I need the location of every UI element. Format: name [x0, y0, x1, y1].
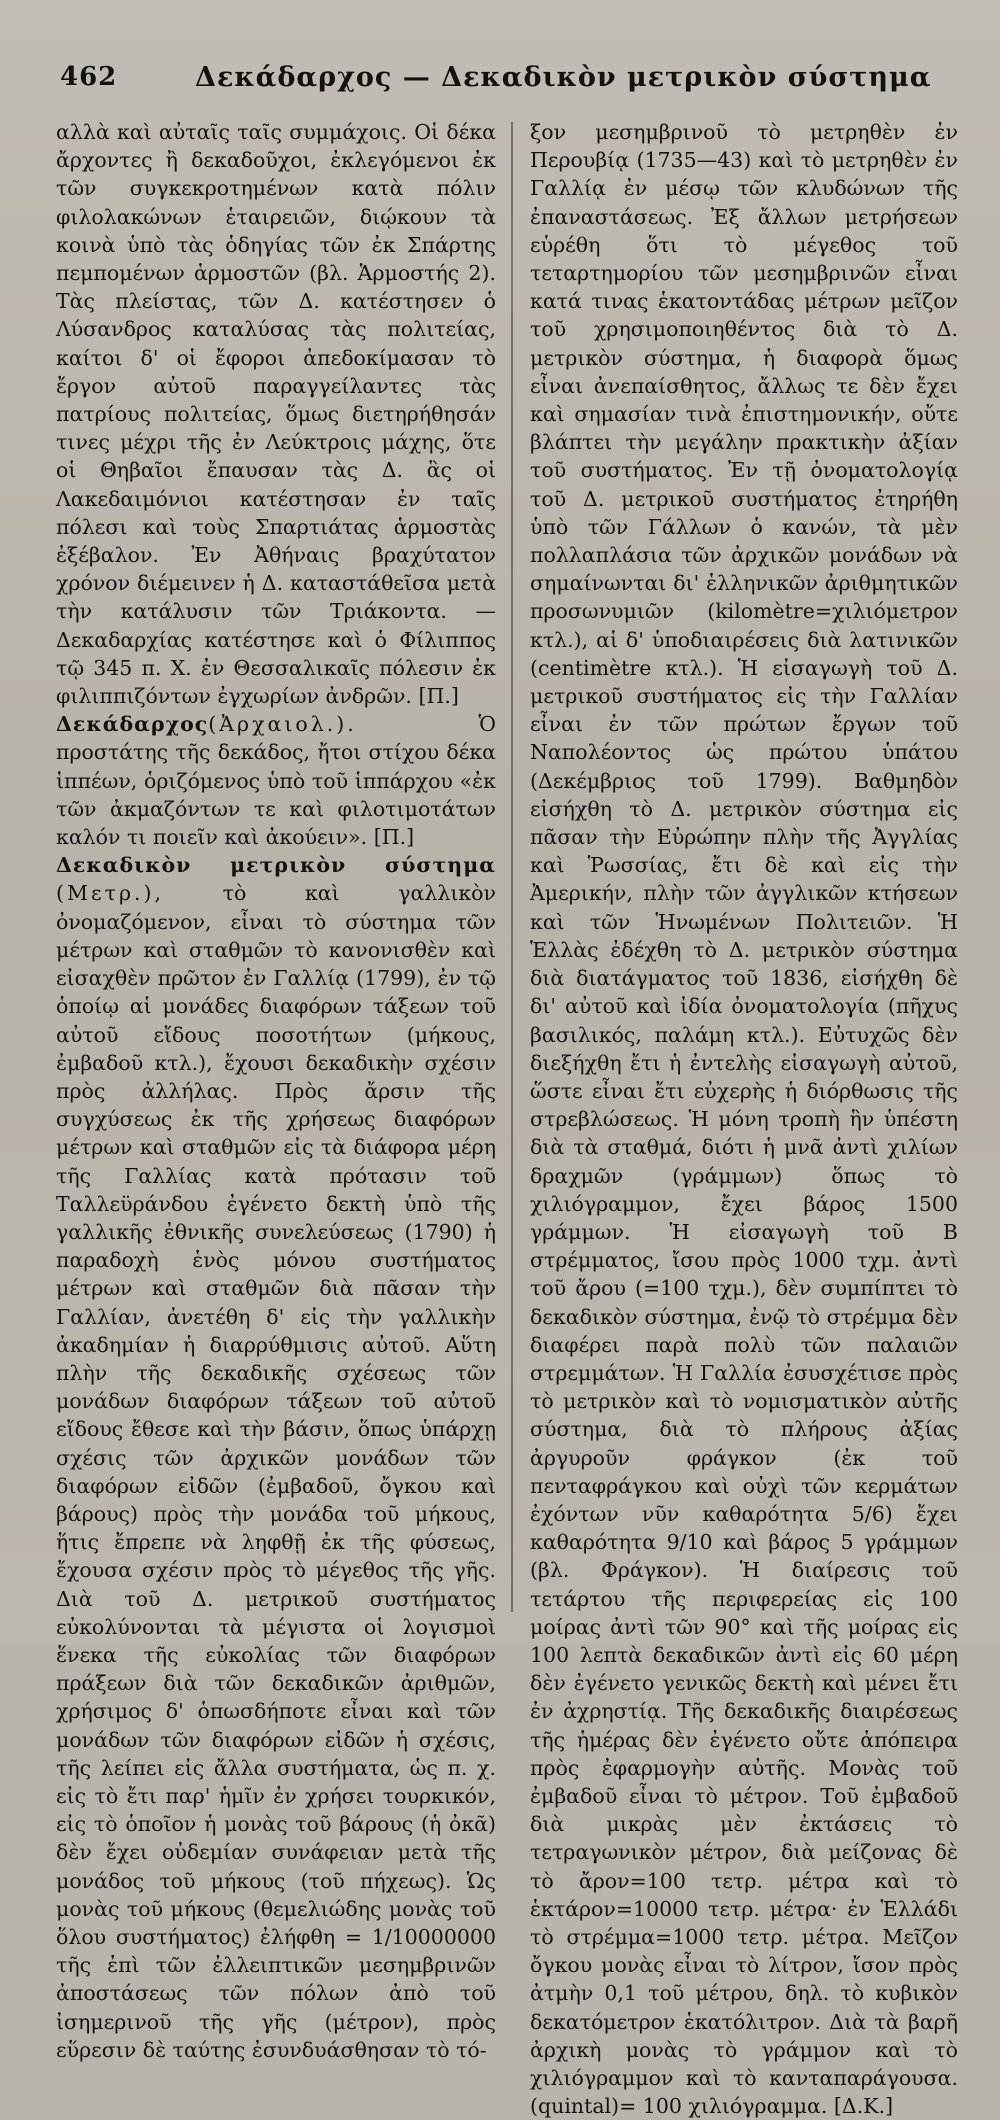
page-header: [55, 62, 955, 102]
running-head: Δεκάδαρχος — Δεκαδικὸν μετρικὸν σύστημα: [195, 62, 932, 93]
entry-metric-system: [56, 851, 496, 2064]
column-divider: [511, 122, 513, 1612]
right-column: [530, 118, 958, 2120]
entry-headword: Δεκάδαρχος: [56, 712, 209, 737]
entry-continuation-text: αλλὰ καὶ αὐταῖς ταῖς συμμάχοις. Οἱ δέκα ἄρχοντες ἢ δεκαδοῦχοι, ἐκλεγόμενοι ἐκ τῶν συγκεκροτημένων κατὰ πόλιν φιλολακώνων ἑταιρειῶν, διῴκουν τὰ κοινὰ ὑπὸ τὰς ὁδηγίας τῶν ἐκ Σπάρτης πεμπομένων ἁρμοστῶν (βλ. Ἁρμοστής 2). Τὰς πλείστας, τῶν Δ. κατέστησεν ὁ Λύσανδρος καταλύσας τὰς πολιτείας, καίτοι δ' οἱ ἔφοροι ἀπεδοκίμασαν τὸ ἔργον αὐτοῦ παραγγείλαντες τὰς πατρίους πολιτείας, ὅμως διετηρήθησάν τινες μέχρι τῆς ἐν Λεύκτροις μάχης, ὅτε οἱ Θηβαῖοι ἔπαυσαν τὰς Δ. ἃς οἱ Λακεδαιμόνιοι κατέστησαν ἐν ταῖς πόλεσι καὶ τοὺς Σπαρτιάτας ἁρμοστὰς ἐξέβαλον. Ἐν Ἀθήναις βραχύτατον χρόνον διέμεινεν ἡ Δ. καταστάθεῖσα μετὰ τὴν κατάλυσιν τῶν Τριάκοντα. — Δεκαδαρχίας κατέστησε καὶ ὁ Φίλιππος τῷ 345 π. Χ. ἐν Θεσσαλικαῖς πόλεσιν ἐκ φιλιππιζόντων ἐγχωρίων ἀνδρῶν. [Π.]: [56, 120, 496, 709]
entry-dekadarchos: [56, 710, 496, 851]
entry-headword: Δεκαδικὸν μετρικὸν σύστημα: [56, 853, 496, 878]
left-column: [56, 118, 496, 2064]
entry-field-abbr: (Ἀρχαιολ.).: [208, 712, 357, 737]
entry-body: τὸ καὶ γαλλικὸν ὀνομαζόμενον, εἶναι τὸ σύστημα τῶν μέτρων καὶ σταθμῶν τὸ κανονισθὲν καὶ εἰσαχθὲν πρῶτον ἐν Γαλλίᾳ (1799), ἐν τῷ ὁποίῳ αἱ μονάδες διαφόρων τάξεων τοῦ αὐτοῦ εἴδους ποσοτήτων (μήκους, ἐμβαδοῦ κτλ.), ἔχουσι δεκαδικὴν σχέσιν πρὸς ἀλλήλας. Πρὸς ἄρσιν τῆς συγχύσεως ἐκ τῆς χρήσεως διαφόρων μέτρων καὶ σταθμῶν εἰς τὰ διάφορα μέρη τῆς Γαλλίας κατὰ πρότασιν τοῦ Ταλλεϋράνδου ἐγένετο δεκτὴ ὑπὸ τῆς γαλλικῆς ἐθνικῆς συνελεύσεως (1790) ἡ παραδοχὴ ἑνὸς μόνου συστήματος μέτρων καὶ σταθμῶν διὰ πᾶσαν τὴν Γαλλίαν, ἀνετέθη δ' εἰς τὴν γαλλικὴν ἀκαδημίαν ἡ διαρρύθμισις αὐτοῦ. Αὕτη πλὴν τῆς δεκαδικῆς σχέσεως τῶν μονάδων διαφόρων τάξεων τοῦ αὐτοῦ εἴδους ἔθεσε καὶ τὴν βάσιν, ὅπως ὑπάρχῃ σχέσις τῶν ἀρχικῶν μονάδων τῶν διαφόρων εἰδῶν (ἐμβαδοῦ, ὄγκου καὶ βάρους) πρὸς τὴν μονάδα τοῦ μήκους, ἥτις ἔπρεπε νὰ ληφθῇ ἐκ τῆς φύσεως, ἔχουσα σχέσιν πρὸς τὸ μέγεθος τῆς γῆς. Διὰ τοῦ Δ. μετρικοῦ συστήματος εὐκολύνονται τὰ μέγιστα οἱ λογισμοὶ ἕνεκα τῆς εὐκολίας τῶν διαφόρων πράξεων διὰ τῶν δεκαδικῶν ἀριθμῶν, χρήσιμος δ' ὁπωσδήποτε εἶναι καὶ τῶν μονάδων τῶν διαφόρων εἰδῶν ἡ σχέσις, τῆς λείπει εἰς ἄλλα συστήματα, ὡς π. χ. εἰς τὸ ἔτι παρ' ἡμῖν ἐν χρήσει τουρκικόν, εἰς τὸ ὁποῖον ἡ μονὰς τοῦ βάρους (ἡ ὀκᾶ) δὲν ἔχει οὐδεμίαν συνάφειαν μετὰ τῆς μονάδος τοῦ μήκους (τοῦ πήχεως). Ὡς μονὰς τοῦ μήκους (θεμελιώδης μονὰς τοῦ ὅλου συστήματος) ἐλήφθη = 1/10000000 τῆς ἐπὶ τῶν ἐλλειπτικῶν μεσημβρινῶν ἀποστάσεως τῶν πόλων ἀπὸ τοῦ ἰσημερινοῦ τῆς γῆς (μέτρον), πρὸς εὕρεσιν δὲ ταύτης ἐσυνδυάσθησαν τὸ τό-: [56, 881, 496, 2062]
entry-continuation-text: ξον μεσημβρινοῦ τὸ μετρηθὲν ἐν Περουβίᾳ (1735—43) καὶ τὸ μετρηθὲν ἐν Γαλλίᾳ ἐν μέσῳ τῶν κλυδώνων τῆς ἐπαναστάσεως. Ἐξ ἄλλων μετρήσεων εὑρέθη ὅτι τὸ μέγεθος τοῦ τεταρτημορίου τῶν μεσημβρινῶν εἶναι κατά τινας ἑκατοντάδας μέτρων μεῖζον τοῦ χρησιμοποιηθέντος διὰ τὸ Δ. μετρικὸν σύστημα, ἡ διαφορὰ ὅμως εἶναι ἀνεπαίσθητος, ἄλλως τε δὲν ἔχει καὶ σημασίαν τινὰ ἐπιστημονικήν, οὔτε βλάπτει τὴν μεγάλην πρακτικὴν ἀξίαν τοῦ συστήματος. Ἐν τῇ ὀνοματολογίᾳ τοῦ Δ. μετρικοῦ συστήματος ἐτηρήθη ὑπὸ τῶν Γάλλων ὁ κανών, τὰ μὲν πολλαπλάσια τῶν ἀρχικῶν μονάδων νὰ σημαίνωνται δι' ἑλληνικῶν ἀριθμητικῶν προσωνυμιῶν (kilomètre=χιλιόμετρον κτλ.), αἱ δ' ὑποδιαιρέσεις διὰ λατινικῶν (centimètre κτλ.). Ἡ εἰσαγωγὴ τοῦ Δ. μετρικοῦ συστήματος εἰς τὴν Γαλλίαν εἶναι ἐν τῶν πρώτων ἔργων τοῦ Ναπολέοντος ὡς πρώτου ὑπάτου (Δεκέμβριος τοῦ 1799). Βαθμηδὸν εἰσήχθη τὸ Δ. μετρικὸν σύστημα εἰς πᾶσαν τὴν Εὐρώπην πλὴν τῆς Ἀγγλίας καὶ Ῥωσσίας, ἔτι δὲ καὶ εἰς τὴν Ἀμερικήν, πλὴν τῶν ἀγγλικῶν κτήσεων καὶ τῶν Ἡνωμένων Πολιτειῶν. Ἡ Ἑλλὰς ἐδέχθη τὸ Δ. μετρικὸν σύστημα διὰ διατάγματος τοῦ 1836, εἰσήχθη δὲ δι' αὐτοῦ καὶ ἰδία ὀνοματολογία (πῆχυς βασιλικός, παλάμη κτλ.). Εὐτυχῶς δὲν διεξήχθη ἔτι ἡ ἐντελὴς εἰσαγωγὴ αὐτοῦ, ὥστε εἶναι ἔτι εὐχερὴς ἡ διόρθωσις τῆς στρεβλώσεως. Ἡ μόνη τροπὴ ἣν ὑπέστη διὰ τὰ σταθμά, διότι ἡ μνᾶ ἀντὶ χιλίων δραχμῶν (γράμμων) ὅπως τὸ χιλιόγραμμον, ἔχει βάρος 1500 γράμμων. Ἡ εἰσαγωγὴ τοῦ Β στρέμματος, ἴσου πρὸς 1000 τχμ. ἀντὶ τοῦ ἄρου (=100 τχμ.), δὲν συμπίπτει τὸ δεκαδικὸν σύστημα, ἐνῷ τὸ στρέμμα δὲν διαφέρει παρὰ πολὺ τῶν παλαιῶν στρεμμάτων. Ἡ Γαλλία ἐσυσχέτισε πρὸς τὸ μετρικὸν καὶ τὸ νομισματικὸν αὐτῆς σύστημα, διὰ τὸ πλήρους ἀξίας ἀργυροῦν φράγκον (ἐκ τοῦ πενταφράγκου καὶ οὐχὶ τῶν κερμάτων ἐχόντων νῦν καθαρότητα 5/6) ἔχει καθαρότητα 9/10 καὶ βάρος 5 γράμμων (βλ. Φράγκον). Ἡ διαίρεσις τοῦ τετάρτου τῆς περιφερείας εἰς 100 μοίρας ἀντὶ τῶν 90° καὶ τῆς μοίρας εἰς 100 λεπτὰ δεκαδικῶν ἀντὶ εἰς 60 μέρη δὲν ἐγένετο γενικῶς δεκτὴ καὶ μένει ἔτι ἐν ἀχρηστίᾳ. Τῆς δεκαδικῆς διαιρέσεως τῆς ἡμέρας δὲν ἐγένετο οὔτε ἀπόπειρα πρὸς ἐφαρμογὴν αὐτῆς. Μονὰς τοῦ ἐμβαδοῦ εἶναι τὸ μέτρον. Τοῦ ἐμβαδοῦ διὰ μικρὰς μὲν ἐκτάσεις τὸ τετραγωνικὸν μέτρον, διὰ μείζονας δὲ τὸ ἄρον=100 τετρ. μέτρα καὶ τὸ ἑκτάρον=10000 τετρ. μέτρα· ἐν Ἑλλάδι τὸ στρέμμα=1000 τετρ. μέτρα. Μεῖζον ὄγκου μονὰς εἶναι τὸ λίτρον, ἴσον πρὸς ἀτμὴν 0,1 τοῦ μέτρου, δηλ. τὸ κυβικὸν δεκατόμετρον ἑκατόλιτρον. Διὰ τὰ βαρῆ ἀρχικὴ μονὰς τὸ γράμμον καὶ τὸ χιλιόγραμμον καὶ τὸ κανταπαράγουσα. (quintal)= 100 χιλιόγραμμα. [Δ.Κ.]: [530, 120, 958, 2119]
entry-body: Ὁ προστάτης τῆς δεκάδος, ἤτοι στίχου δέκα ἱππέων, ὁριζόμενος ὑπὸ τοῦ ἱππάρχου «ἐκ τῶν ἀκμαζόντων τε καὶ φιλοτιμοτάτων καλόν τι ποιεῖν καὶ ἀκούειν». [Π.]: [56, 712, 496, 850]
page-number: 462: [60, 62, 118, 92]
entry-field-abbr: (Μετρ.),: [56, 881, 165, 906]
